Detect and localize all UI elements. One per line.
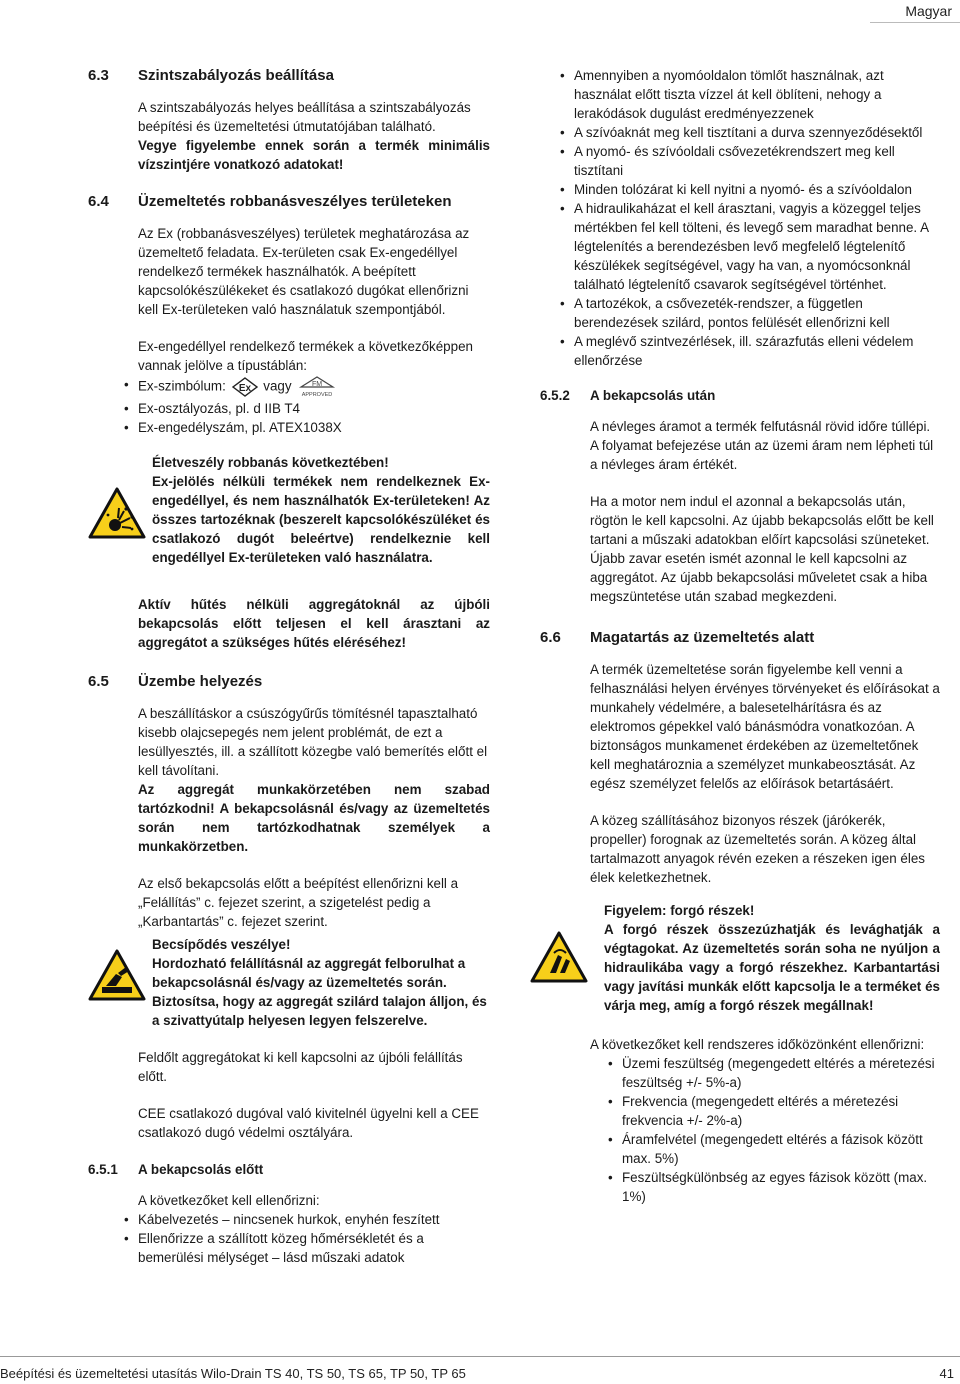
section-title: A bekapcsolás előtt xyxy=(138,1162,264,1177)
explosion-hazard-icon xyxy=(88,487,146,539)
paragraph: A közeg szállításához bizonyos részek (járókerék, propeller) forognak az üzemeltetés során. A közeg által tartalmazott anyagok révén ezeken a részeken igen éles élek keletkezhetnek. xyxy=(590,813,925,885)
section-number: 6.5.2 xyxy=(540,388,570,403)
paragraph: A következőket kell rendszeres időközönként ellenőrizni: xyxy=(590,1037,925,1052)
section-6-6-heading xyxy=(540,628,940,648)
list-item: • Minden tolózárat ki kell nyitni a nyomó- és a szívóoldalon xyxy=(558,180,940,199)
page-number: 41 xyxy=(939,1366,954,1381)
svg-text:APPROVED: APPROVED xyxy=(302,392,333,398)
footer-document-title: Beépítési és üzemeltetési utasítás Wilo-Drain TS 40, TS 50, TS 65, TP 50, TP 65 xyxy=(0,1366,466,1381)
list-item: • Áramfelvétel (megengedett eltérés a fázisok között max. 5%) xyxy=(606,1130,940,1168)
paragraph: Feldőlt aggregátokat ki kell kapcsolni az újbóli felállítás előtt. xyxy=(138,1050,463,1084)
ex-marking-list xyxy=(122,375,490,437)
section-title: Szintszabályozás beállítása xyxy=(138,67,334,84)
paragraph-bold: Vegye figyelembe ennek során a termék minimális vízszintjére vonatkozó adatokat! xyxy=(138,138,490,172)
rotating-parts-warning xyxy=(540,901,940,1015)
crush-warning xyxy=(88,935,490,1030)
section-number: 6.3 xyxy=(88,67,109,84)
warning-text: Hordozható felállításnál az aggregát felborulhat a bekapcsolásnál és/vagy az üzemeltetés során. Biztosítsa, hogy az aggregát szilárd talajon álljon, és a szivattyútalp helyesen legyen felszerelve. xyxy=(152,956,487,1028)
list-item: • Üzemi feszültség (megengedett eltérés a méretezési feszültség +/- 5%-a) xyxy=(606,1054,940,1092)
crush-hazard-icon xyxy=(88,949,146,1001)
explosion-warning xyxy=(88,453,490,567)
section-number: 6.5.1 xyxy=(88,1162,118,1177)
warning-title: Figyelem: forgó részek! xyxy=(604,903,755,918)
paragraph: A beszállításkor a csúszógyűrűs tömítésnél tapasztalható kisebb olajcsepegés nem jelent problémát, de ezt a lesüllyesztés, ill. a szállított közegbe való bemerítés előtt el kell távolítani. xyxy=(138,706,488,778)
right-column xyxy=(540,66,940,1206)
section-title: Üzemeltetés robbanásveszélyes területeken xyxy=(138,193,452,210)
section-6-5-heading xyxy=(88,672,490,692)
list-item: • Amennyiben a nyomóoldalon tömlőt használnak, azt használat előtt tiszta vízzel át kell öblíteni, nehogy a lerakódások dugulást eredményezzenek xyxy=(558,66,940,123)
svg-text:FM: FM xyxy=(312,381,323,388)
list-item: • A nyomó- és szívóoldali csővezetékrendszert meg kell tisztítani xyxy=(558,142,940,180)
language-label: Magyar xyxy=(905,3,952,19)
list-item: • Ex-szimbólum: Ex vagy FM APPROVED xyxy=(122,375,490,399)
paragraph: Az Ex (robbanásveszélyes) területek meghatározása az üzemeltető feladata. Ex-területen csak Ex-engedéllyel rendelkező termékek használhatók. A beépített kapcsolókészülékeket és csatlakozó dugókat ellenőrizni kell Ex-területeken való használatuk szempontjából. xyxy=(138,226,470,317)
warning-title: Becsípődés veszélye! xyxy=(152,937,291,952)
rotating-parts-hazard-icon xyxy=(530,931,588,983)
footer-rule xyxy=(0,1356,960,1357)
list-item: • A hidraulikaházat el kell árasztani, vagyis a közeggel teljes mértékben fel kell tölteni, és levegő sem maradhat benne. A légtelenítés a berendezésben levő megfelelő légtelenítő készülékek segítségével, vagy ha van, a nyomócsonknál található légtelenítő csavarok segítségével történhet. xyxy=(558,199,940,294)
section-title: Magatartás az üzemeltetés alatt xyxy=(590,629,815,646)
list-item: • A meglévő szintvezérlések, ill. szárazfutás elleni védelem ellenőrzése xyxy=(558,332,940,370)
section-6-3-heading xyxy=(88,66,490,86)
section-number: 6.4 xyxy=(88,193,109,210)
paragraph: A névleges áramot a termék felfutásnál rövid időre túllépi. A folyamat befejezése után az üzemi áram nem lépheti túl a névleges áram értékét. xyxy=(590,419,934,472)
list-item: • Ex-osztályozás, pl. d IIB T4 xyxy=(122,399,490,418)
section-number: 6.6 xyxy=(540,629,561,646)
section-6-5-1-heading xyxy=(88,1160,490,1179)
pre-start-list-continued xyxy=(558,66,940,370)
fm-approved-icon xyxy=(297,375,337,399)
section-6-4-heading xyxy=(88,192,490,212)
section-title: Üzembe helyezés xyxy=(138,673,263,690)
svg-text:Ex: Ex xyxy=(238,383,251,394)
periodic-check-list xyxy=(606,1054,940,1206)
section-title: A bekapcsolás után xyxy=(590,388,716,403)
section-number: 6.5 xyxy=(88,673,109,690)
section-6-5-2-heading xyxy=(540,386,940,405)
left-column xyxy=(88,66,490,1267)
list-item: • Ex-engedélyszám, pl. ATEX1038X xyxy=(122,418,490,437)
paragraph: A termék üzemeltetése során figyelembe kell venni a felhasználási helyen érvényes törvényeket és előírásokat a munkahely védelmére, a balesetelhárításra és az elektromos gépekkel való bánásmódra vonatkozóan. A biztonságos munkamenet érdekében az üzemeltetőnek kell meghatároznia a személyzet munkabeosztását. Az egész személyzet felelős az előírások betartásáért. xyxy=(590,662,940,791)
pre-start-check-list xyxy=(122,1210,490,1267)
list-item: • Feszültségkülönbség az egyes fázisok között (max. 1%) xyxy=(606,1168,940,1206)
list-item: • A szívóaknát meg kell tisztítani a durva szennyeződésektől xyxy=(558,123,940,142)
warning-title: Életveszély robbanás következtében! xyxy=(152,455,389,470)
warning-text: Ex-jelölés nélküli termékek nem rendelkeznek Ex-engedéllyel, és nem használhatók Ex-területeken! Az összes tartozéknak (beszerelt kapcsolókészüléket és csatlakozó dugót beleértve) rendelkeznie kell engedéllyel Ex-területeken való használatra. xyxy=(152,474,490,565)
ex-symbol-icon xyxy=(232,377,258,397)
paragraph: Az első bekapcsolás előtt a beépítést ellenőrizni kell a „Felállítás” c. fejezet szerint, a szigetelést pedig a „Karbantartás” c. fejezet szerint. xyxy=(138,876,459,929)
paragraph: A következőket kell ellenőrizni: xyxy=(138,1193,320,1208)
list-item: • Kábelvezetés – nincsenek hurkok, enyhén feszített xyxy=(122,1210,490,1229)
paragraph-bold: Az aggregát munkakörzetében nem szabad tartózkodni! A bekapcsolásnál és/vagy az üzemeltetés során nem tartózkodhatnak személyek a munkakörzetben. xyxy=(138,782,490,854)
list-item: • Ellenőrizze a szállított közeg hőmérsékletét és a bemerülési mélységet – lásd műszaki adatok xyxy=(122,1229,490,1267)
paragraph: A szintszabályozás helyes beállítása a szintszabályozás beépítési és üzemeltetési útmutatójában található. xyxy=(138,100,471,134)
header-rule xyxy=(870,22,960,23)
warning-text: A forgó részek összezúzhatják és levághatják a végtagokat. Az üzemeltetés során soha ne nyúljon a hidraulikába vagy a forgó részekhez. Karbantartási vagy javítási munkák előtt kapcsolja le a terméket és várja meg, amíg a forgó részek megállnak! xyxy=(604,922,940,1013)
paragraph: Ex-engedéllyel rendelkező termékek a következőképpen vannak jelölve a típustáblán: xyxy=(138,339,473,373)
list-item: • A tartozékok, a csővezeték-rendszer, a független berendezések szilárd, pontos felülését ellenőrizni kell xyxy=(558,294,940,332)
list-item: • Frekvencia (megengedett eltérés a méretezési frekvencia +/- 2%-a) xyxy=(606,1092,940,1130)
cooling-note: Aktív hűtés nélküli aggregátoknál az újbóli bekapcsolás előtt teljesen el kell árasztani az aggregátot a szükséges hűtés eléréséhez! xyxy=(138,597,490,650)
paragraph: Ha a motor nem indul el azonnal a bekapcsolás után, rögtön le kell kapcsolni. Az újabb bekapcsolás előtt be kell tartani a műszaki adatokban előírt kapcsolási szüneteket. Újabb zavar esetén ismét azonnal le kell kapcsolni az aggregátot. Az újabb bekapcsolási műveletet csak a hiba megszüntetése után szabad megkezdeni. xyxy=(590,494,934,604)
paragraph: CEE csatlakozó dugóval való kivitelnél ügyelni kell a CEE csatlakozó dugó védelmi osztályára. xyxy=(138,1106,479,1140)
